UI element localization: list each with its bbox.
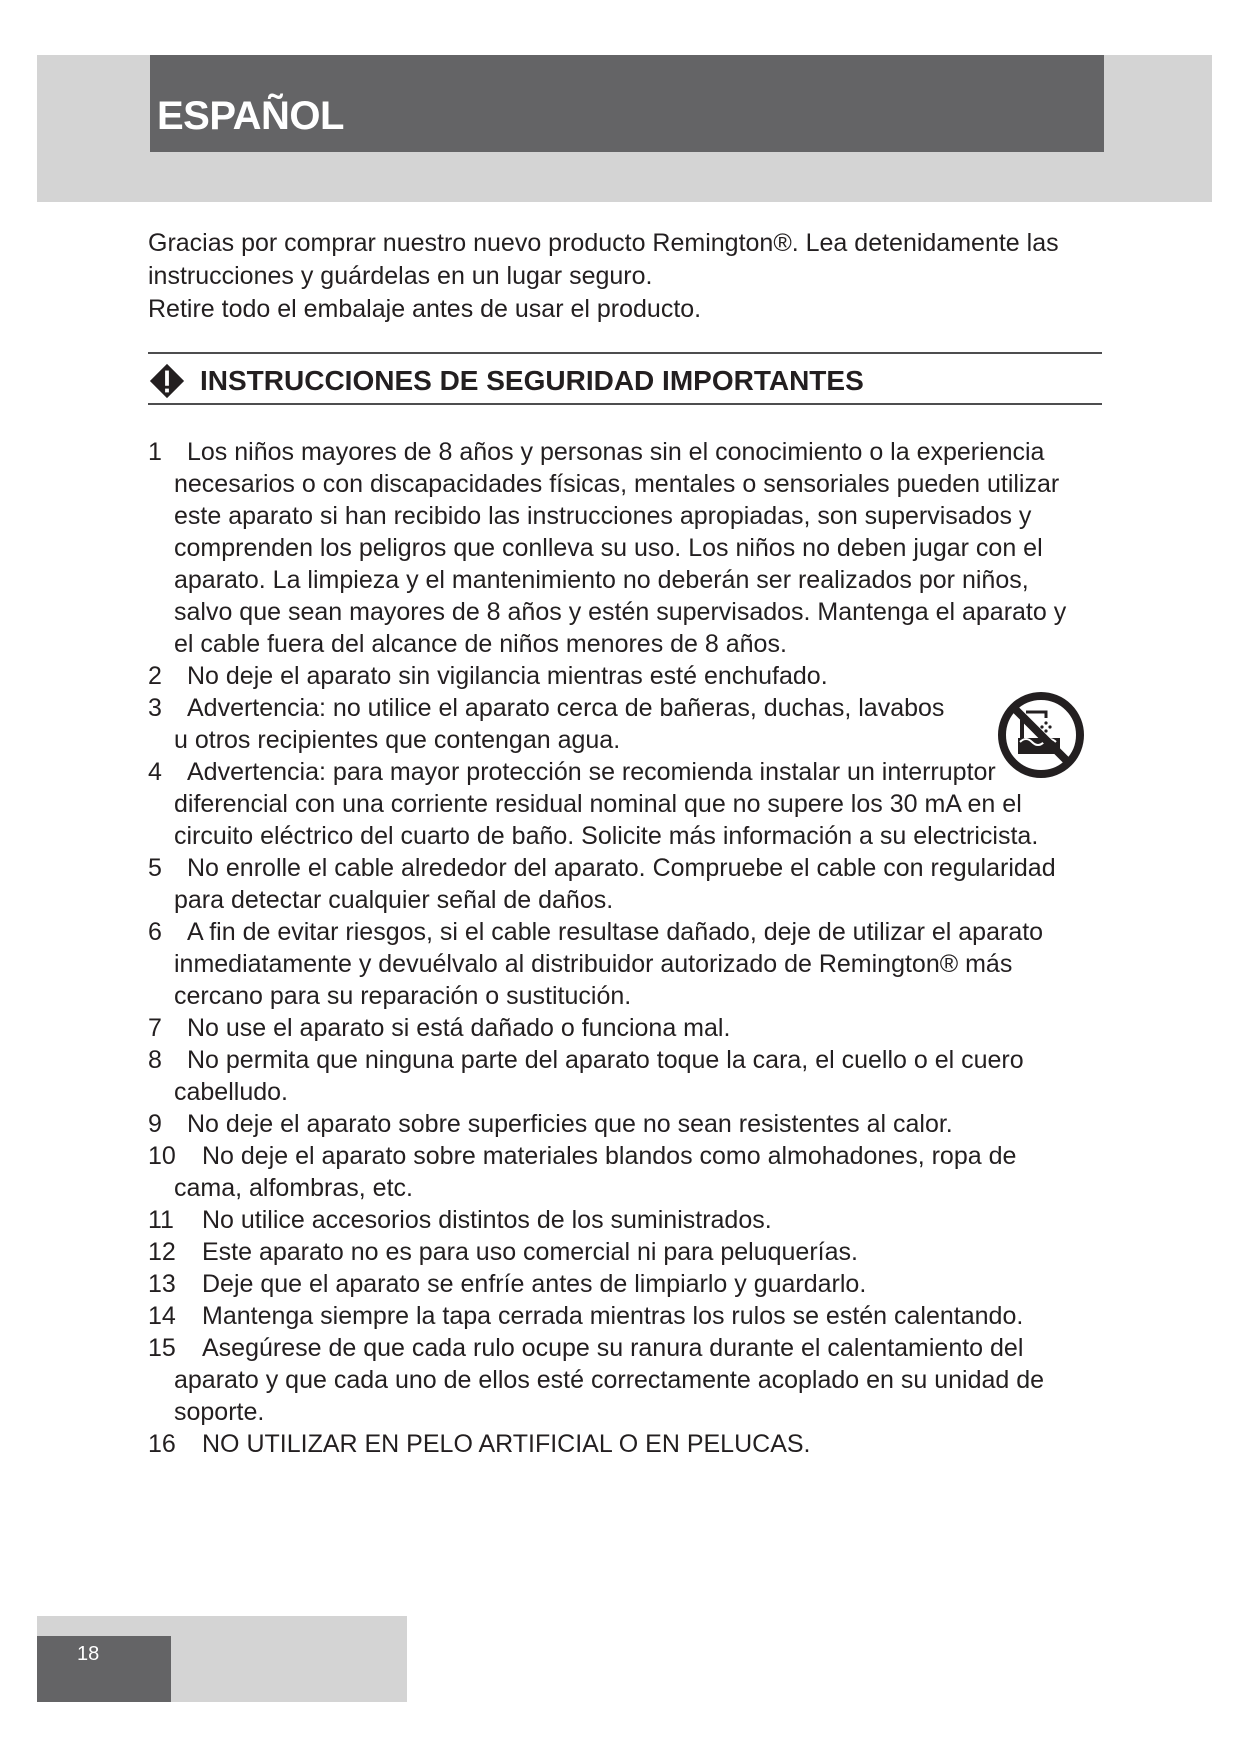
intro-text xyxy=(148,227,1088,326)
section-title: INSTRUCCIONES DE SEGURIDAD IMPORTANTES xyxy=(200,365,864,396)
list-item xyxy=(148,692,1088,756)
item-number: 5 xyxy=(148,854,162,882)
footer-page-box xyxy=(37,1636,171,1702)
list-item xyxy=(148,1044,1088,1108)
safety-instructions-list xyxy=(148,436,1088,1460)
section-rule-bottom xyxy=(148,403,1102,405)
item-number: 8 xyxy=(148,1046,162,1074)
list-item xyxy=(148,1204,1088,1236)
item-text: No deje el aparato sin vigilancia mientras esté enchufado. xyxy=(187,662,828,690)
no-bath-icon xyxy=(996,690,1086,780)
item-text: Advertencia: para mayor protección se recomienda instalar un interruptor diferencial con una corriente residual nominal que no supere los 30 mA en el circuito eléctrico del cuarto de baño. Solicite más información a su electricista. xyxy=(174,758,1039,850)
intro-paragraph-1: Gracias por comprar nuestro nuevo producto Remington®. Lea detenidamente las instrucciones y guárdelas en un lugar seguro. xyxy=(148,229,1059,290)
list-item xyxy=(148,1300,1088,1332)
list-item xyxy=(148,1236,1088,1268)
item-number: 10 xyxy=(148,1142,176,1170)
item-text: No enrolle el cable alrededor del aparato. Compruebe el cable con regularidad para detectar cualquier señal de daños. xyxy=(174,854,1056,914)
item-number: 9 xyxy=(148,1110,162,1138)
item-number: 13 xyxy=(148,1270,176,1298)
list-item xyxy=(148,1268,1088,1300)
item-text: No deje el aparato sobre superficies que no sean resistentes al calor. xyxy=(187,1110,953,1138)
section-heading xyxy=(148,361,864,401)
list-item xyxy=(148,1332,1088,1428)
item-text: Los niños mayores de 8 años y personas sin el conocimiento o la experiencia necesarios o con discapacidades físicas, mentales o sensoriales pueden utilizar este aparato si han recibido las instrucciones apropiadas, son supervisados y comprenden los peligros que conlleva su uso. Los niños no deben jugar con el aparato. La limpieza y el mantenimiento no deberán ser realizados por niños, salvo que sean mayores de 8 años y estén supervisados. Mantenga el aparato y el cable fuera del alcance de niños menores de 8 años. xyxy=(174,438,1067,658)
list-item xyxy=(148,756,1088,852)
item-text: No use el aparato si está dañado o funciona mal. xyxy=(187,1014,731,1042)
item-text: A fin de evitar riesgos, si el cable resultase dañado, deje de utilizar el aparato inmediatamente y devuélvalo al distribuidor autorizado de Remington® más cercano para su reparación o sustitución. xyxy=(174,918,1044,1010)
item-text: Advertencia: no utilice el aparato cerca de bañeras, duchas, lavabos u otros recipientes que contengan agua. xyxy=(174,694,945,754)
item-number: 15 xyxy=(148,1334,176,1362)
item-text: No permita que ninguna parte del aparato toque la cara, el cuello o el cuero cabelludo. xyxy=(174,1046,1024,1106)
page-number: 18 xyxy=(77,1643,100,1665)
item-number: 3 xyxy=(148,694,162,722)
item-text: Mantenga siempre la tapa cerrada mientras los rulos se estén calentando. xyxy=(202,1302,1024,1330)
warning-icon xyxy=(148,362,186,400)
intro-paragraph-2: Retire todo el embalaje antes de usar el producto. xyxy=(148,295,702,323)
item-number: 14 xyxy=(148,1302,176,1330)
list-item xyxy=(148,1108,1088,1140)
list-item xyxy=(148,1140,1088,1204)
item-number: 16 xyxy=(148,1430,176,1458)
section-rule-top xyxy=(148,352,1102,354)
item-text: Asegúrese de que cada rulo ocupe su ranura durante el calentamiento del aparato y que cada uno de ellos esté correctamente acoplado en su unidad de soporte. xyxy=(174,1334,1045,1426)
list-item xyxy=(148,436,1088,660)
item-number: 12 xyxy=(148,1238,176,1266)
item-text: NO UTILIZAR EN PELO ARTIFICIAL O EN PELUCAS. xyxy=(202,1430,811,1458)
item-text: Este aparato no es para uso comercial ni para peluquerías. xyxy=(202,1238,858,1266)
list-item xyxy=(148,660,1088,692)
item-number: 11 xyxy=(148,1206,174,1234)
item-text: No deje el aparato sobre materiales blandos como almohadones, ropa de cama, alfombras, etc. xyxy=(174,1142,1017,1202)
item-number: 6 xyxy=(148,918,162,946)
page-title: ESPAÑOL xyxy=(157,94,344,138)
list-item xyxy=(148,1012,1088,1044)
item-number: 4 xyxy=(148,758,162,786)
list-item xyxy=(148,1428,1088,1460)
item-number: 2 xyxy=(148,662,162,690)
item-text: No utilice accesorios distintos de los suministrados. xyxy=(202,1206,772,1234)
list-item xyxy=(148,916,1088,1012)
item-text: Deje que el aparato se enfríe antes de limpiarlo y guardarlo. xyxy=(202,1270,867,1298)
item-number: 1 xyxy=(148,438,162,466)
item-number: 7 xyxy=(148,1014,162,1042)
list-item xyxy=(148,852,1088,916)
